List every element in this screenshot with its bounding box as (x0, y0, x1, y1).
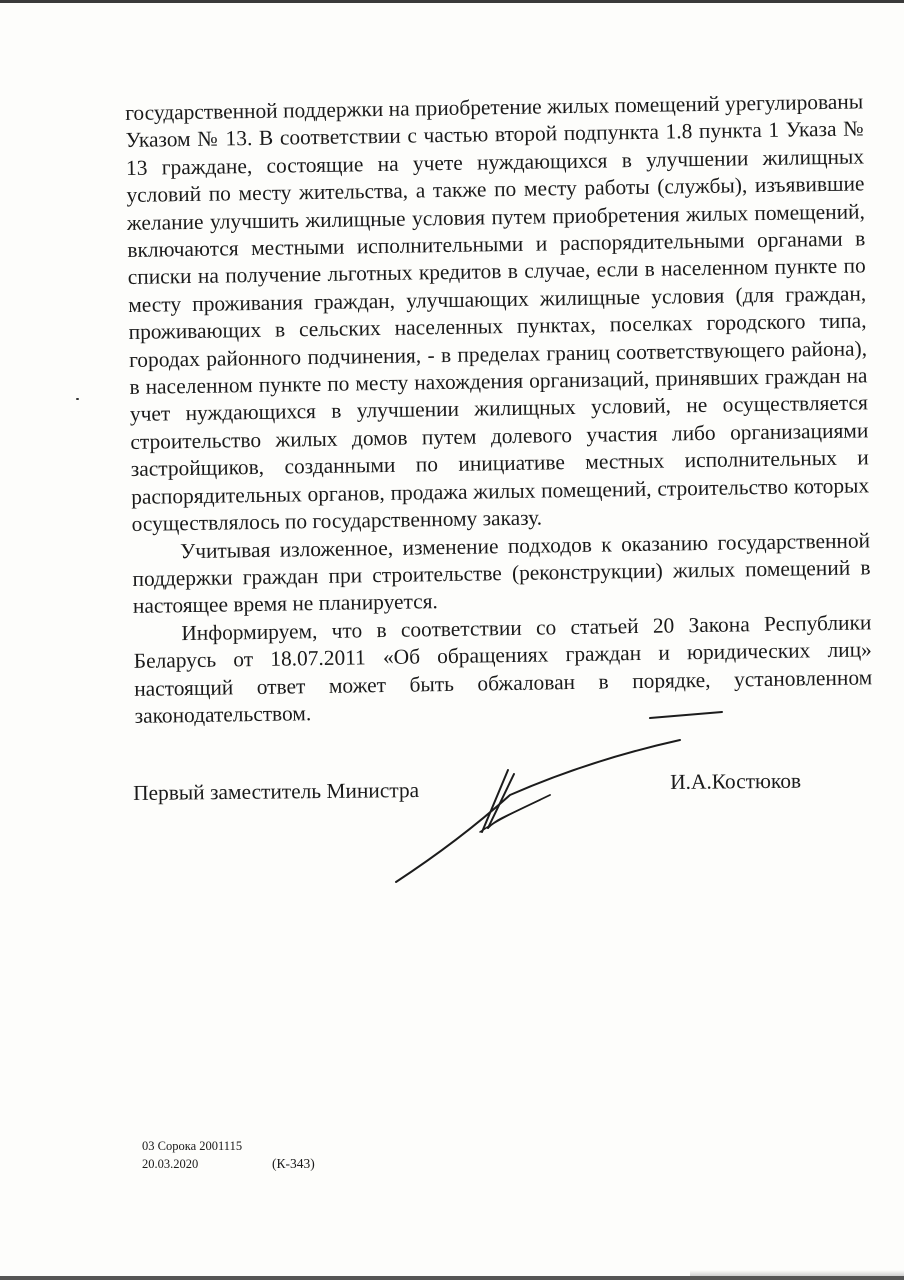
scan-edge-top (0, 0, 904, 3)
paragraph-1: государственной поддержки на приобретение жилых помещений урегулированы Указом № 13. В соответствии с частью второй подпункта 1.8 пункта 1 Указа № 13 граждане, состоящие на учете нуждающихся в улучшении жилищных условий по месту жительства, а также по месту работы (службы), изъявившие желание улучшить жилищные условия путем приобретения жилых помещений, включаются местными исполнительными и распорядительными органами в списки на получение льготных кредитов в случае, если в населенном пункте по месту проживания граждан, улучшающих жилищные условия (для граждан, проживающих в сельских населенных пунктах, поселках городского типа, городах районного подчинения, - в пределах границ соответствующего района), в населенном пункте по месту нахождения организаций, принявших граждан на учет нуждающихся в улучшении жилищных условий, не осуществляется строительство жилых домов путем долевого участия либо организациями застройщиков, созданными по инициативе местных исполнительных и распорядительных органов, продажа жилых помещений, строительство которых осуществлялось по государственному заказу. (125, 89, 870, 537)
signature-icon (390, 700, 730, 890)
paragraph-3: Информируем, что в соответствии со статьей 20 Закона Республики Беларусь от 18.07.2011 «Об обращениях граждан и юридических лиц» настоящий ответ может быть обжалован в порядке, установленном законодательством. (133, 610, 873, 728)
letter-body (125, 88, 873, 730)
footer (142, 1137, 442, 1173)
footer-date: 20.03.2020 (142, 1157, 199, 1171)
scan-edge-bottom (0, 1276, 904, 1280)
signer-name: И.А.Костюков (670, 768, 802, 794)
signer-title: Первый заместитель Министра (133, 778, 420, 805)
footer-code: (К-343) (272, 1156, 315, 1171)
scan-speck (76, 398, 79, 400)
paragraph-2: Учитывая изложенное, изменение подходов к оказанию государственной поддержки граждан при строительстве (реконструкции) жилых помещений в настоящее время не планируется. (132, 527, 871, 619)
footer-executor: 03 Сорока 2001115 (142, 1139, 243, 1153)
